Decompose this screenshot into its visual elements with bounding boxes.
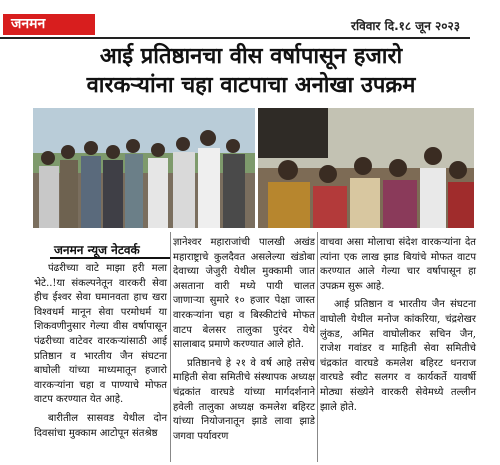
column-divider-2: [317, 232, 318, 462]
paragraph: पंढरीच्या वाटे माझा हरी मला भेटे..!या संकल्पनेतून वारकरी सेवा हीच ईश्वर सेवा घमानवता हाच खरा विश्वधर्म मानून सेवा परमोधर्म या शिकवणीनुसार गेल्या वीस वर्षापासून पंढरीच्या वाटेवर वारकऱ्यांसाठी आई प्रतिष्ठान व भारतीय जैन संघटना बाघोली यांच्या माध्यमातून हजारो वारकऱ्यांना चहा व पाण्याचे मोफत वाटप करण्यात येत आहे.: [34, 263, 167, 406]
paragraph: आई प्रतिष्ठान व भारतीय जैन संघटना वाघोली येथील मनोज कांकरिया, चंद्रशेखर लुंकड, अमित वाघोलीकर सचिन जैन, राजेश गवांडर व माहिती सेवा समितीचे चंद्रकांत वारघडे कमलेश बहिरट धनराज वारघडे स्वीट सलगर व कार्यकर्ते यावर्षी मोठ्या संख्येने वारकरी सेवेमध्ये तल्लीन झाले होते.: [320, 299, 476, 413]
byline-rule: [50, 257, 170, 259]
tea-distribution-crowd-photo: [258, 108, 474, 228]
dateline: रविवार दि.१८ जून २०२३: [351, 19, 460, 33]
article-column-1: [34, 262, 167, 441]
paragraph: वाचवा असा मोलाचा संदेश वारकऱ्यांना देत त्यांना एक लाख झाड बियांचे मोफत वाटप करण्यात आले गेल्या चार वर्षापासून हा उपक्रम सुरू आहे.: [320, 237, 476, 292]
article-column-3: [320, 236, 476, 415]
article-column-2: [173, 236, 315, 444]
paragraph: बारीतील सासवड येथील दोन दिवसांचा मुक्काम आटोपून संतश्रेष्ठ: [34, 412, 167, 439]
headline-line-1: आई प्रतिष्ठानचा वीस वर्षापासून हजारो: [99, 44, 403, 69]
headline-line-2: वारकऱ्यांना चहा वाटपाचा अनोखा उपक्रम: [86, 73, 416, 98]
masthead-rule: [0, 37, 470, 39]
paragraph: प्रतिष्ठानचे हे २१ वे वर्ष आहे तसेच माहिती सेवा समितीचे संस्थापक अध्यक्ष चंद्रकांत वारघडे यांच्या मार्गदर्शनाने हवेली तालुका अध्यक्ष कमलेश बहिरट यांच्या नियोजनातून झाडे लावा झाडे जगवा पर्यावरण: [173, 357, 315, 442]
paragraph: ज्ञानेश्वर महाराजांची पालखी अखंड महाराष्ट्राचे कुलदैवत असलेल्या खंडोबा देवाच्या जेजुरी येथील मुक्कामी जात असताना वारी मध्ये पायी चालत जाणाऱ्या सुमारे १० हजार पेक्षा जास्त वारकऱ्यांना चहा व बिस्कीटांचे मोफत वाटप बेलसर तालुका पुरंदर येथे सालाबाद प्रमाणे करण्यात आले होते.: [173, 237, 315, 351]
column-divider-1: [170, 232, 171, 462]
byline: जनमन न्यूज नेटवर्क: [54, 243, 140, 257]
group-of-men-photo: [33, 108, 255, 228]
section-tag: जनमन: [3, 14, 95, 35]
